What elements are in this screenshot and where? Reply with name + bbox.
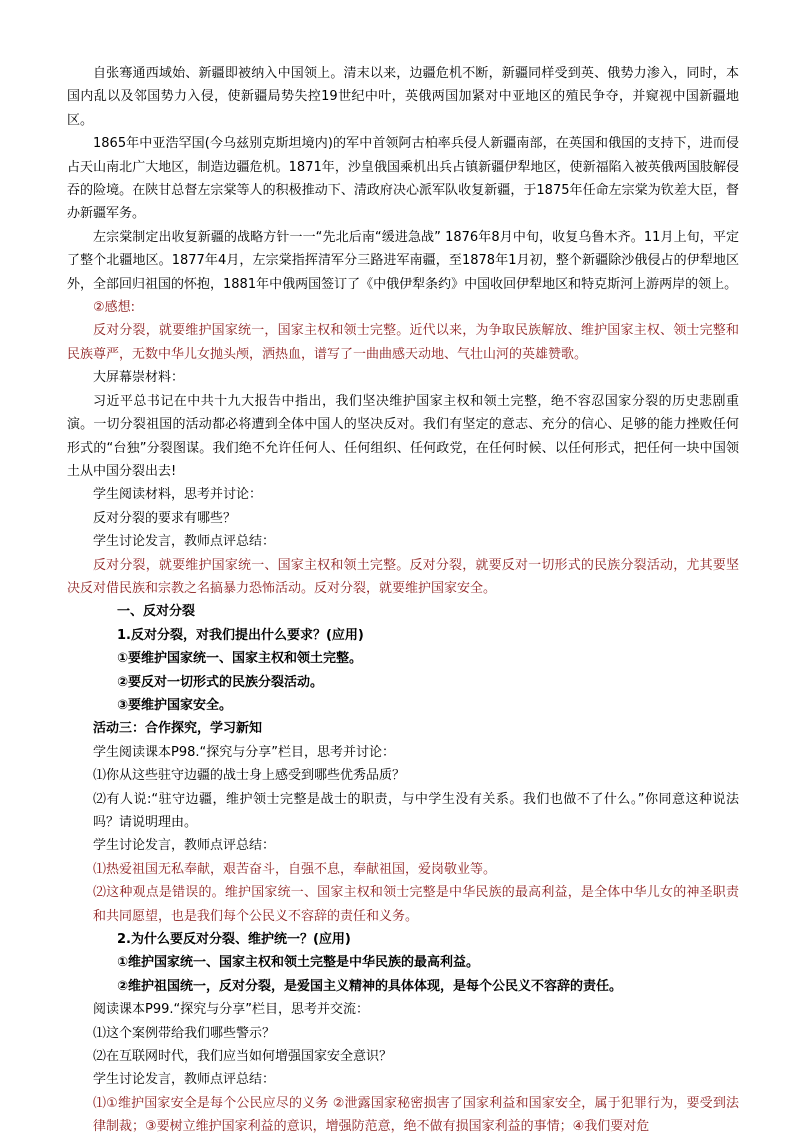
paragraph: 反对分裂，就要维护国家统一、国家主权和领土完整。反对分裂，就要反对一切形式的民族分裂活动，尤其要坚决反对借民族和宗教之名搞暴力恐怖活动。反对分裂，就要维护国家安全。	[67, 557, 739, 596]
paragraph: ②感想:	[93, 300, 136, 316]
question-item: ⑵在互联网时代，我们应当如何增强国家安全意识？	[93, 1049, 393, 1065]
document-page	[67, 62, 739, 1139]
activity-heading: 活动三：合作探究，学习新知	[93, 721, 263, 737]
answer-point: ①维护国家统一、国家主权和领土完整是中华民族的最高利益。	[117, 955, 480, 971]
paragraph: 阅读课本P99.“探究与分享”栏目，思考并交流：	[93, 1002, 369, 1018]
paragraph: 习近平总书记在中共十九大报告中指出，我们坚决维护国家主权和领土完整，绝不容忍国家分裂的历史悲剧重演。一切分裂祖国的活动都必将遭到全体中国人的坚决反对。我们有坚定的意志、充分的信心、足够的能力挫败任何形式的“台独”分裂图谋。我们绝不允许任何人、任何组织、任何政党，在任何时候、以任何形式，把任何一块中国领土从中国分裂出去!	[67, 393, 739, 479]
paragraph: 学生讨论发言，教师点评总结：	[93, 838, 276, 854]
section-heading: 一、反对分裂	[117, 604, 196, 620]
question-heading: 2.为什么要反对分裂、维护统一？(应用)	[117, 932, 351, 948]
answer-point: ①要维护国家统一、国家主权和领土完整。	[117, 651, 363, 667]
paragraph: 大屏幕崇材料：	[93, 370, 185, 386]
answer-point: ③要维护国家安全。	[117, 697, 233, 713]
answer-point: ②维护祖国统一，反对分裂，是爱国主义精神的具体体现，是每个公民义不容辞的责任。	[117, 978, 623, 994]
paragraph: 自张骞通西域始、新疆即被纳入中国领上。清末以来，边疆危机不断，新疆同样受到英、俄势力渗入，同时，本国内乱以及邻国势力入侵，使新疆局势失控19世纪中叶，英俄两国加紧对中亚地区的殖民争夺，并窥视中国新疆地区。	[67, 66, 739, 128]
paragraph: 反对分裂的要求有哪些？	[93, 510, 237, 526]
paragraph: 左宗棠制定出收复新疆的战略方针一一“先北后南“缓进急战” 1876年8月中旬，收复乌鲁木齐。11月上旬，平定了整个北疆地区。1877年4月，左宗棠指挥清军分三路进军南疆，至1878年1月初，整个新疆除沙俄侵占的伊犁地区外，全部回归祖国的怀抱，1881年中俄两国签订了《中俄伊犁条约》中国收回伊犁地区和特克斯河上游两岸的领上。	[67, 229, 739, 292]
answer-item: ⑴热爱祖国无私奉献，艰苦奋斗，自强不息，奉献祖国，爱岗敬业等。	[93, 861, 497, 877]
answer-item: ⑴①维护国家安全是每个公民应尽的义务 ②泄露国家秘密损害了国家利益和国家安全，属于犯罪行为，要受到法律制裁；③要树立维护国家利益的意识，增强防范意，绝不做有损国家利益的事情；④我们要对危	[93, 1095, 739, 1135]
question-item: ⑴这个案例带给我们哪些警示？	[93, 1025, 276, 1041]
paragraph: 学生讨论发言，教师点评总结：	[93, 1072, 276, 1088]
answer-point: ②要反对一切形式的民族分裂活动。	[117, 674, 324, 690]
question-heading: 1.反对分裂，对我们提出什么要求？(应用)	[117, 627, 364, 643]
paragraph: 学生阅读材料，思考并讨论：	[93, 487, 263, 503]
paragraph: 学生讨论发言，教师点评总结：	[93, 534, 276, 550]
question-item: ⑵有人说:“驻守边疆，维护领士完整是战士的职责，与中学生没有关系。我们也做不了什么。”你同意这种说法吗？请说明理由。	[93, 791, 739, 830]
paragraph: 1865年中亚浩罕国(今乌兹别克斯坦境内)的军中首领阿古柏率兵侵人新疆南部，在英国和俄国的支持下，进而侵占天山南北广大地区，制造边疆危机。1871年，沙皇俄国乘机出兵占镇新疆伊犁地区，使新福陷入被英俄两国肢解侵吞的险境。在陕甘总督左宗棠等人的积极推动下、清政府决心派军队收复新疆，于1875年任命左宗棠为钦差大臣，督办新疆军务。	[67, 136, 739, 222]
paragraph: 学生阅读课本P98.“探究与分享”栏目，思考并讨论：	[93, 744, 395, 760]
question-item: ⑴你从这些驻守边疆的战士身上感受到哪些优秀品质？	[93, 768, 406, 784]
answer-item: ⑵这种观点是错误的。维护国家统一、国家主权和领士完整是中华民族的最高利益，是全体中华儿女的神圣职责和共同愿望，也是我们每个公民义不容辞的责任和义务。	[93, 885, 739, 924]
paragraph: 反对分裂，就要维护国家统一，国家主权和领士完整。近代以来，为争取民族解放、维护国家主权、领士完整和民族尊严，无数中华儿女抛头颅，洒热血，谱写了一曲曲感天动地、气壮山河的英雄赞歌。	[67, 323, 739, 362]
